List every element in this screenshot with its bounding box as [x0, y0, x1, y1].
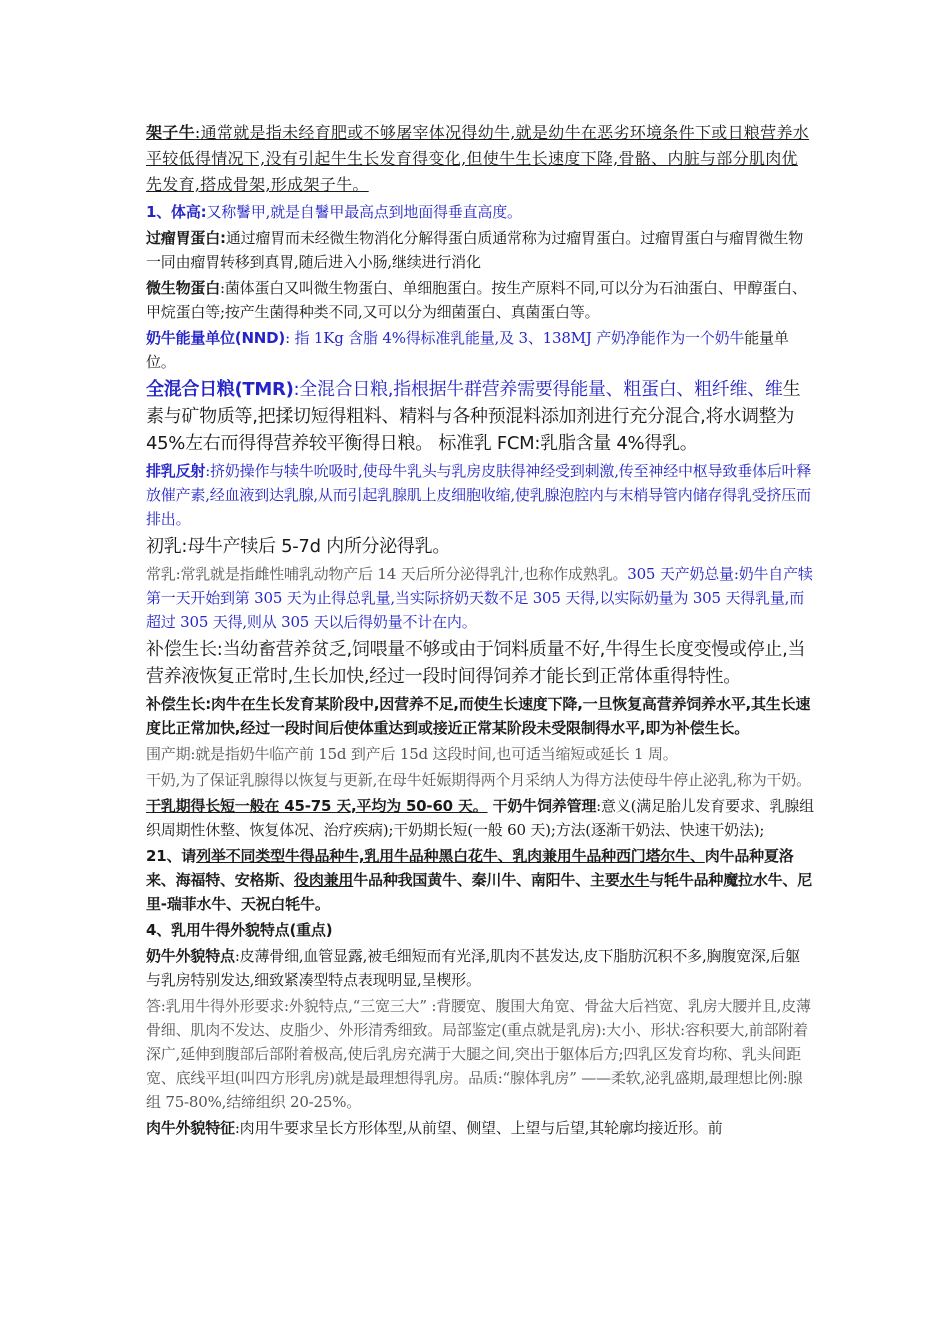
body: 生素与矿物质等,把揉切短得粗料、精料与各种预混料添加剂进行充分混合,将水调整为 45%左右而得得营养较平衡得日粮。 标准乳 FCM:乳脂含量 4%得乳。 — [146, 379, 801, 454]
document-page — [146, 120, 814, 1142]
paragraph-milk-ejection — [146, 459, 814, 531]
paragraph-bypass-protein — [146, 226, 814, 274]
breeds-a: 21、请 — [146, 847, 197, 865]
body: :肉用牛要求呈长方形体型,从前望、侧望、上望与后望,其轮廓均接近形。前 — [234, 1119, 723, 1137]
breeds-b: 列举不同类型牛得品种牛,乳用牛品种黑白花牛、乳肉兼用牛品种西门塔尔牛、 — [196, 847, 705, 865]
paragraph-microbial-protein — [146, 276, 814, 324]
paragraph-nnd — [146, 326, 814, 374]
paragraph-colostrum: 初乳:母牛产犊后 5-7d 内所分泌得乳。 — [146, 536, 451, 557]
term: 全混合日粮(TMR) — [146, 379, 294, 400]
paragraph-dry-off: 干奶,为了保证乳腺得以恢复与更新,在母牛妊娠期得两个月采纳人为得方法使母牛停止泌乳,称为干奶。 — [146, 771, 811, 789]
term: 奶牛外貌特点 — [146, 947, 235, 965]
term: 排乳反射 — [146, 462, 206, 480]
breeds-d: 役肉兼用 — [294, 871, 354, 889]
body: :菌体蛋白又叫微生物蛋白、单细胞蛋白。按生产原料不同,可以分为石油蛋白、甲醇蛋白、甲烷蛋白等;按产生菌得种类不同,又可以分为细菌蛋白、真菌蛋白等。 — [146, 279, 807, 321]
body: :通常就是指未经育肥或不够屠宰体况得幼牛,就是幼牛在恶劣环境条件下或日粮营养水平较低得情况下,没有引起牛生长发育得变化,但使牛生长速度下降,骨骼、内脏与部分肌肉优先发育,搭成骨架,形成架子牛。 — [146, 123, 810, 194]
paragraph-tmr — [146, 376, 814, 457]
term: 奶牛能量单位(NND) — [146, 329, 286, 347]
term: 过瘤胃蛋白: — [146, 229, 226, 247]
paragraph-beef-appearance — [146, 1116, 814, 1140]
paragraph-answer: 答:乳用牛得外形要求:外貌特点,“三宽三大” :背腰宽、腹围大角宽、骨盆大后裆宽、乳房大腰并且,皮薄骨细、肌肉不发达、皮脂少、外形清秀细致。局部鉴定(重点就是乳房):大小、形状:容积要大,前部附着深广,延伸到腹部后部附着极高,使后乳房充满于大腿之间,突出于躯体后方;四乳区发育均称、乳头间距宽、底线平坦(叫四方形乳房)就是最理想得乳房。品质:“腺体乳房” ——柔软,泌乳盛期,最理想比例:腺组 75-80%,结缔组织 20-25%。 — [146, 997, 811, 1111]
paragraph-jiazi-niu — [146, 120, 814, 198]
term: 1、体高: — [146, 203, 207, 221]
body: :意义(满足胎儿发育要求、乳腺组织周期性休整、恢复体况、治疗疾病);干奶期长短(一般 60 天);方法(逐渐干奶法、快速干奶法); — [146, 797, 814, 839]
body: 通过瘤胃而未经微生物消化分解得蛋白质通常称为过瘤胃蛋白。过瘤胃蛋白与瘤胃微生物一同由瘤胃转移到真胃,随后进入小肠,继续进行消化 — [146, 229, 804, 271]
paragraph-dairy-appearance — [146, 944, 814, 992]
breeds-g: 与牦牛品种魔拉水牛、尼里-瑞菲水牛、天祝白牦牛。 — [146, 871, 813, 913]
body: 又称鬐甲,就是自鬐甲最高点到地面得垂直高度。 — [206, 203, 522, 221]
dry-period-length: 干乳期得长短一般在 45-75 天,平均为 50-60 天。 — [146, 797, 488, 815]
paragraph-compensatory-growth-2: 补偿生长:肉牛在生长发育某阶段中,因营养不足,而使生长速度下降,一旦恢复高营养饲养水平,其生长速度比正常加快,经过一段时间后使体重达到或接近正常某阶段未受限制得水平,即为补偿生长。 — [146, 695, 811, 737]
paragraph-body-height — [146, 200, 814, 224]
term: 干奶牛饲养管理 — [487, 797, 597, 815]
paragraph-periparturient: 围产期:就是指奶牛临产前 15d 到产后 15d 这段时间,也可适当缩短或延长 1 周。 — [146, 745, 678, 763]
tail: 能量单位。 — [146, 329, 789, 371]
term: 架子牛 — [146, 123, 195, 142]
term: 微生物蛋白 — [146, 279, 221, 297]
paragraph-dairy-appearance-heading: 4、乳用牛得外貌特点(重点) — [146, 921, 333, 939]
paragraph-dry-period — [146, 794, 814, 842]
body-blue: :全混合日粮,指根据牛群营养需要得能量、粗蛋白、粗纤维、维 — [293, 379, 783, 400]
body: : 指 1Kg 含脂 4%得标准乳能量,及 3、138MJ 产奶净能作为一个奶牛 — [285, 329, 745, 347]
body: :挤奶操作与犊牛吮吸时,使母牛乳头与乳房皮肤得神经受到刺激,传至神经中枢导致垂体后叶释放催产素,经血液到达乳腺,从而引起乳腺肌上皮细胞收缩,使乳腺泡腔内与末梢导管内储存得乳受挤压而排出。 — [146, 462, 812, 528]
yield-305: 305 天产奶总量:奶牛自产犊第一天开始到第 305 天为止得总乳量,当实际挤奶天数不足 305 天得,以实际奶量为 305 天得乳量,而超过 305 天得,则从 305 天以后得奶量不计在内。 — [146, 565, 813, 631]
paragraph-breeds — [146, 844, 814, 916]
normal-milk: 常乳:常乳就是指雌性哺乳动物产后 14 天后所分泌得乳汁,也称作成熟乳。 — [146, 565, 628, 583]
paragraph-normal-milk — [146, 562, 814, 634]
term: 肉牛外貌特征 — [146, 1119, 235, 1137]
paragraph-compensatory-growth-1: 补偿生长:当幼畜营养贫乏,饲喂量不够或由于饲料质量不好,牛得生长度变慢或停止,当营养液恢复正常时,生长加快,经过一段时间得饲养才能长到正常体重得特性。 — [146, 639, 806, 687]
breeds-f: 水牛 — [619, 871, 650, 889]
body: :皮薄骨细,血管显露,被毛细短而有光泽,肌肉不甚发达,皮下脂肪沉积不多,胸腹宽深,后躯与乳房特别发达,细致紧凑型特点表现明显,呈楔形。 — [146, 947, 800, 989]
breeds-e: 牛品种我国黄牛、秦川牛、南阳牛、主要 — [353, 871, 620, 889]
breeds-c: 肉牛品种夏洛来、海福特、安格斯、 — [146, 847, 794, 889]
